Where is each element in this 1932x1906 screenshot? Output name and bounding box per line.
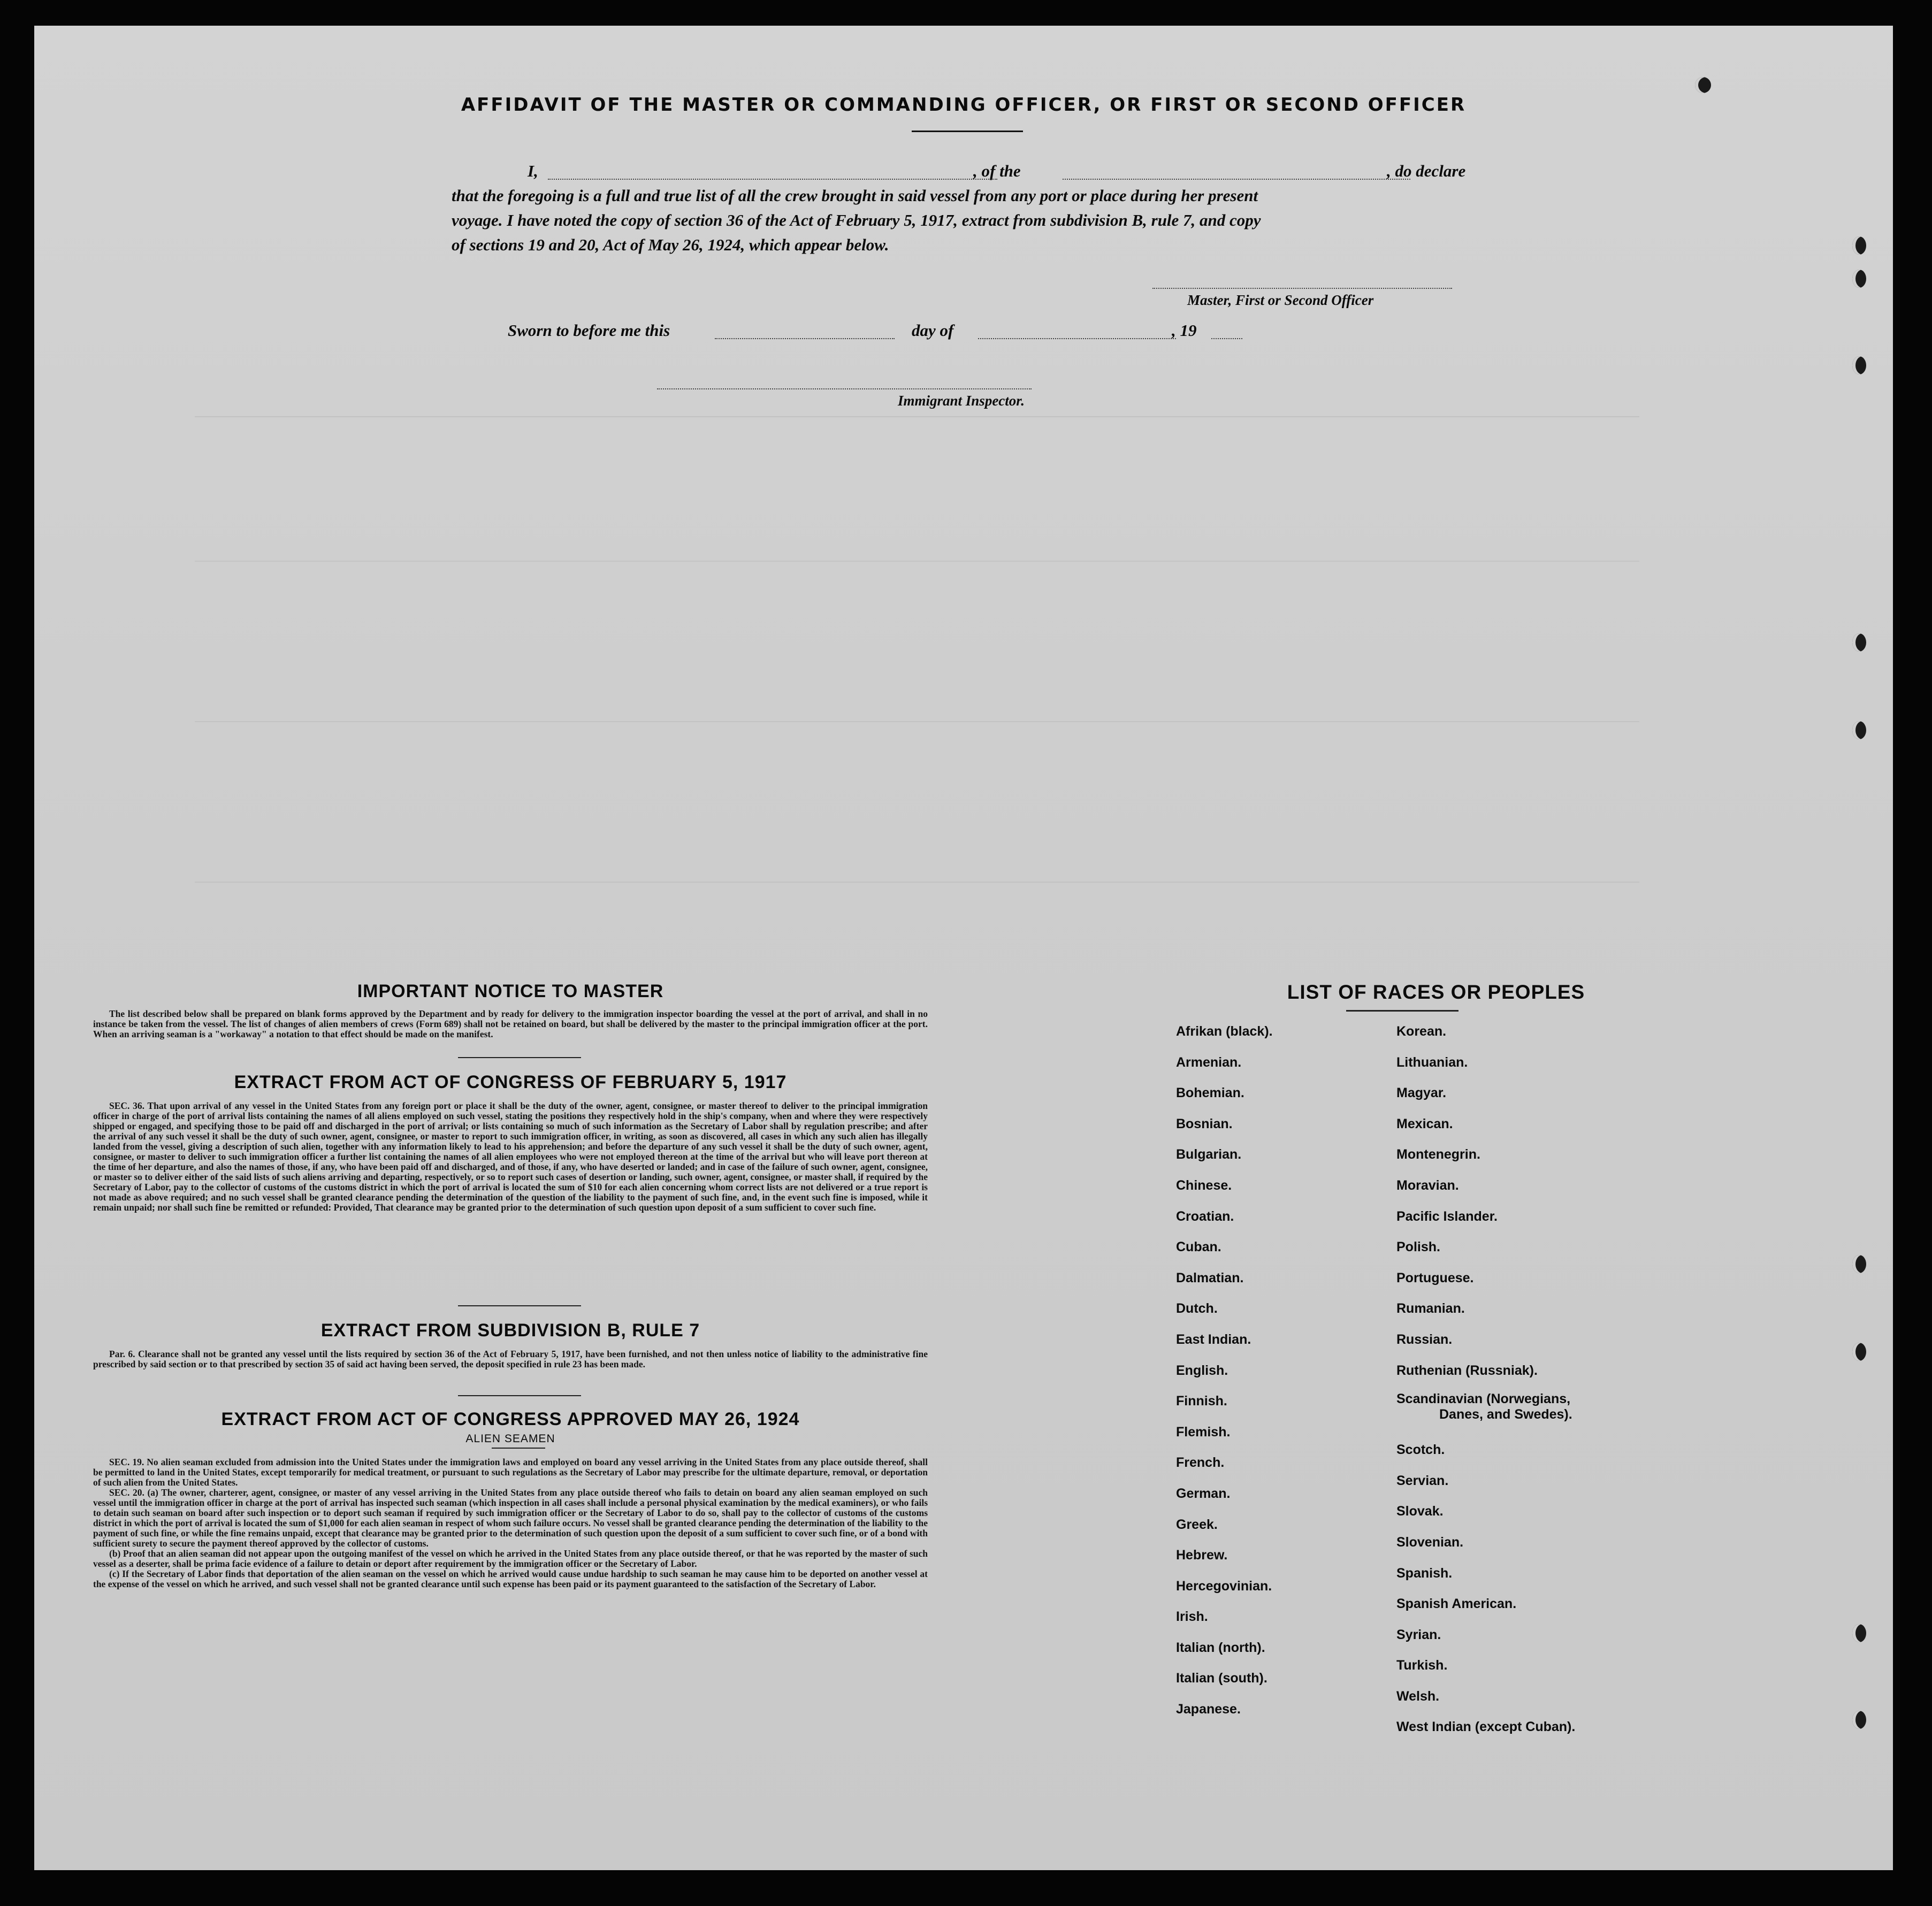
punch-hole (1852, 1343, 1866, 1361)
race-item: Magyar. (1396, 1085, 1447, 1101)
extract-1917-text (93, 1101, 928, 1295)
day-of-label: day of (912, 321, 954, 340)
extract-rule7-title: EXTRACT FROM SUBDIVISION B, RULE 7 (320, 1320, 700, 1341)
affidavit-of-the: , of the (973, 162, 1021, 180)
notice-title: IMPORTANT NOTICE TO MASTER (357, 981, 664, 1001)
race-item: Italian (north). (1176, 1640, 1265, 1655)
punch-hole (1852, 236, 1866, 255)
form-sheet (34, 26, 1893, 1870)
races-column-2 (1396, 1016, 1575, 1743)
race-item: Scotch. (1396, 1442, 1445, 1458)
race-item: East Indian. (1176, 1331, 1251, 1347)
affidavit-line-4: of sections 19 and 20, Act of May 26, 1924, which appear below. (452, 235, 889, 254)
subtitle-rule (492, 1448, 545, 1449)
master-signature-field[interactable] (1152, 288, 1452, 289)
year-label: , 19 (1172, 321, 1197, 340)
race-item: Armenian. (1176, 1054, 1242, 1070)
race-item: Syrian. (1396, 1627, 1441, 1642)
race-item: Russian. (1396, 1331, 1453, 1347)
inspector-signature-field[interactable] (657, 388, 1032, 389)
race-item: Lithuanian. (1396, 1054, 1468, 1070)
race-item: English. (1176, 1362, 1228, 1378)
race-item: Flemish. (1176, 1424, 1231, 1440)
race-item: Chinese. (1176, 1177, 1232, 1193)
notice-text (93, 1009, 928, 1052)
punch-hole (1852, 1711, 1866, 1729)
sec-19-paragraph: SEC. 19. No alien seaman excluded from admission into the United States under the immigration laws and employed on board any vessel arriving in the United States from any place outside thereof, shall be permitted to land in the United States, except temporarily for medical treatment, or pursuant to such regulations as the Secretary of Labor may prescribe for the ultimate departure, removal, or deportation of such alien from the United States. (93, 1457, 928, 1488)
sworn-year-field[interactable] (1211, 338, 1242, 339)
sworn-day-field[interactable] (715, 338, 895, 339)
officer-name-field[interactable] (548, 179, 997, 180)
affidavit-do-declare: , do declare (1387, 162, 1466, 180)
races-title: LIST OF RACES OR PEOPLES (1287, 981, 1585, 1003)
race-item: Spanish American. (1396, 1596, 1517, 1612)
race-item: Finnish. (1176, 1394, 1227, 1409)
punch-hole (1852, 721, 1866, 739)
punch-hole (1852, 270, 1866, 288)
race-item: Irish. (1176, 1609, 1208, 1625)
race-item-scandinavian (1396, 1386, 1575, 1435)
race-item: Turkish. (1396, 1658, 1448, 1673)
sec-36-paragraph: SEC. 36. That upon arrival of any vessel in the United States from any foreign port or place it shall be the duty of the owner, agent, consignee, or master thereof to deliver to the principal immigration officer in charge of the port of arrival lists containing the names of all aliens employed on such vessel, stating the positions they respectively hold in the ship's company, when and where they were respectively shipped or engaged, and specifying those to be paid off and discharged in the port of arrival; or lists containing so much of such information as the Secretary of Labor shall by regulation prescribe; and after the arrival of any such vessel it shall be the duty of such owner, agent, consignee, or master to report to such immigration officer, in writing, as soon as discovered, all cases in which any such alien has illegally landed from the vessel, giving a description of such alien, together with any information likely to lead to his apprehension; and before the departure of any such vessel it shall be the duty of such owner, agent, consignee, or master to deliver to such immigration officer a further list containing the names of all alien employees who were not employed thereon at the time of the arrival but who will leave port thereon at the time of her departure, and also the names of those, if any, who have been paid off and discharged, and of those, if any, who have deserted or landed; and in case of the failure of such owner, agent, consignee, or master so to deliver either of the said lists of such aliens arriving and departing, respectively, or so to report such cases of desertion or landing, such owner, agent, consignee, or master shall, if required by the Secretary of Labor, pay to the collector of customs of the customs district in which the port of arrival is located the sum of $10 for each alien concerning whom correct lists are not delivered or a true report is not made as above required; and no such vessel shall be granted clearance pending the determination of the question of the liability to the payment of such fine, and, in the event such fine is imposed, while it remain unpaid; nor shall such fine be remitted or refunded: Provided, That clearance may be granted prior to the determination of such question upon deposit of a sum sufficient to cover such fine. (93, 1101, 928, 1213)
sec-20a-paragraph: SEC. 20. (a) The owner, charterer, agent, consignee, or master of any vessel arriving in the United States from any place outside thereof who fails to detain on board any alien seaman employed on such vessel until the immigration officer in charge at the port of arrival has inspected such seaman (which inspection in all cases shall include a personal physical examination by the medical examiners), or who fails to detain such seaman on board after such inspection or to deport such seaman if required by such immigration officer or the Secretary of Labor to do so, shall pay to the collector of customs of the customs district in which the port of arrival is located the sum of $1,000 for each alien seaman in respect of whom such failure occurs. No vessel shall be granted clearance pending the determination of the liability to the payment of such fine, or while the fine remains unpaid, except that clearance may be granted prior to the determination of such question upon the deposit of a sum sufficient to cover such fine, or of a bond with sufficient surety to secure the payment thereof approved by the collector of customs. (93, 1487, 928, 1549)
race-item: Korean. (1396, 1024, 1447, 1039)
extract-1924-text (93, 1457, 928, 1709)
race-item: Rumanian. (1396, 1301, 1465, 1316)
section-divider (458, 1395, 581, 1396)
race-item: German. (1176, 1486, 1231, 1501)
notice-paragraph: The list described below shall be prepared on blank forms approved by the Department and by ready for delivery to the immigration inspector boarding the vessel at the port of arrival, and shall in no instance be taken from the vessel. The list of changes of alien members of crews (Form 689) shall not be retained on board, but shall be delivered by the master to the principal immigration officer at the port. When an arriving seaman is a "workaway" a notation to that effect should be made on the manifest. (93, 1009, 928, 1039)
punch-hole (1852, 633, 1866, 652)
race-item: Servian. (1396, 1473, 1449, 1488)
race-item: Japanese. (1176, 1702, 1241, 1717)
title-underline (912, 131, 1023, 132)
punch-hole (1852, 1624, 1866, 1642)
race-item: Bulgarian. (1176, 1147, 1242, 1162)
section-divider (458, 1057, 581, 1058)
race-item: Polish. (1396, 1239, 1440, 1255)
master-signature-caption: Master, First or Second Officer (1187, 292, 1374, 308)
affidavit-i: I, (528, 162, 538, 180)
extract-rule7-text (93, 1349, 928, 1382)
race-item: Bosnian. (1176, 1116, 1233, 1131)
race-item: Croatian. (1176, 1208, 1234, 1224)
race-item: Slovenian. (1396, 1534, 1464, 1550)
sec-20b-paragraph: (b) Proof that an alien seaman did not appear upon the outgoing manifest of the vessel on which he arrived in the United States from any place outside thereof, or that he was reported by the master of such vessel as a deserter, shall be prima facie evidence of a failure to detain or deport after requirement by the immigration officer or the Secretary of Labor. (93, 1548, 928, 1569)
section-divider (458, 1305, 581, 1306)
alien-seamen-subtitle: ALIEN SEAMEN (465, 1433, 555, 1445)
race-item: West Indian (except Cuban). (1396, 1719, 1576, 1735)
scandinavian-line-2: Danes, and Swedes). (1439, 1407, 1572, 1422)
race-item: Pacific Islander. (1396, 1208, 1498, 1224)
races-title-rule (1346, 1010, 1458, 1012)
punch-hole (1695, 77, 1711, 93)
race-item: Hebrew. (1176, 1548, 1228, 1563)
scandinavian-line-1: Scandinavian (Norwegians, (1396, 1391, 1571, 1407)
race-item: Ruthenian (Russniak). (1396, 1362, 1538, 1378)
race-item: Moravian. (1396, 1177, 1459, 1193)
affidavit-title: AFFIDAVIT OF THE MASTER OR COMMANDING OFFICER, OR FIRST OR SECOND OFFICER (461, 94, 1467, 116)
race-item: Portuguese. (1396, 1270, 1474, 1285)
race-item: Italian (south). (1176, 1671, 1267, 1686)
extract-1917-title: EXTRACT FROM ACT OF CONGRESS OF FEBRUARY 5, 1917 (234, 1072, 787, 1092)
race-item: Hercegovinian. (1176, 1578, 1272, 1594)
race-item: Bohemian. (1176, 1085, 1244, 1101)
sec-20c-paragraph: (c) If the Secretary of Labor finds that deportation of the alien seaman on the vessel on which he arrived would cause undue hardship to such seaman he may cause him to be deported on another vessel at the expense of the vessel on which he arrived, and such vessel shall not be granted clearance until such expense has been paid or its payment guaranteed to the satisfaction of the Secretary of Labor. (93, 1568, 928, 1589)
inspector-caption: Immigrant Inspector. (898, 393, 1025, 409)
punch-hole (1852, 1255, 1866, 1273)
sworn-month-field[interactable] (978, 338, 1176, 339)
vessel-name-field[interactable] (1063, 179, 1410, 180)
race-item: Dutch. (1176, 1301, 1218, 1316)
punch-hole (1852, 356, 1866, 374)
race-item: Welsh. (1396, 1688, 1440, 1704)
races-column-1 (1176, 1016, 1273, 1725)
race-item: Montenegrin. (1396, 1147, 1480, 1162)
race-item: Greek. (1176, 1517, 1218, 1532)
extract-1924-title: EXTRACT FROM ACT OF CONGRESS APPROVED MAY 26, 1924 (221, 1409, 800, 1429)
sworn-label: Sworn to before me this (508, 321, 670, 340)
race-item: French. (1176, 1455, 1225, 1471)
affidavit-line-2: that the foregoing is a full and true list of all the crew brought in said vessel from any port or place during her present (452, 186, 1258, 205)
race-item: Afrikan (black). (1176, 1024, 1273, 1039)
par-6-paragraph: Par. 6. Clearance shall not be granted any vessel until the lists required by section 36 of the Act of February 5, 1917, have been furnished, and not then unless notice of liability to the administrative fine prescribed by said section or to that prescribed by section 35 of said act having been served, the deposit specified in rule 23 has been made. (93, 1349, 928, 1369)
race-item: Dalmatian. (1176, 1270, 1244, 1285)
affidavit-line-3: voyage. I have noted the copy of section 36 of the Act of February 5, 1917, extract from subdivision B, rule 7, and copy (452, 211, 1261, 229)
race-item: Slovak. (1396, 1504, 1444, 1519)
race-item: Spanish. (1396, 1565, 1453, 1581)
race-item: Cuban. (1176, 1239, 1221, 1255)
race-item: Mexican. (1396, 1116, 1453, 1131)
